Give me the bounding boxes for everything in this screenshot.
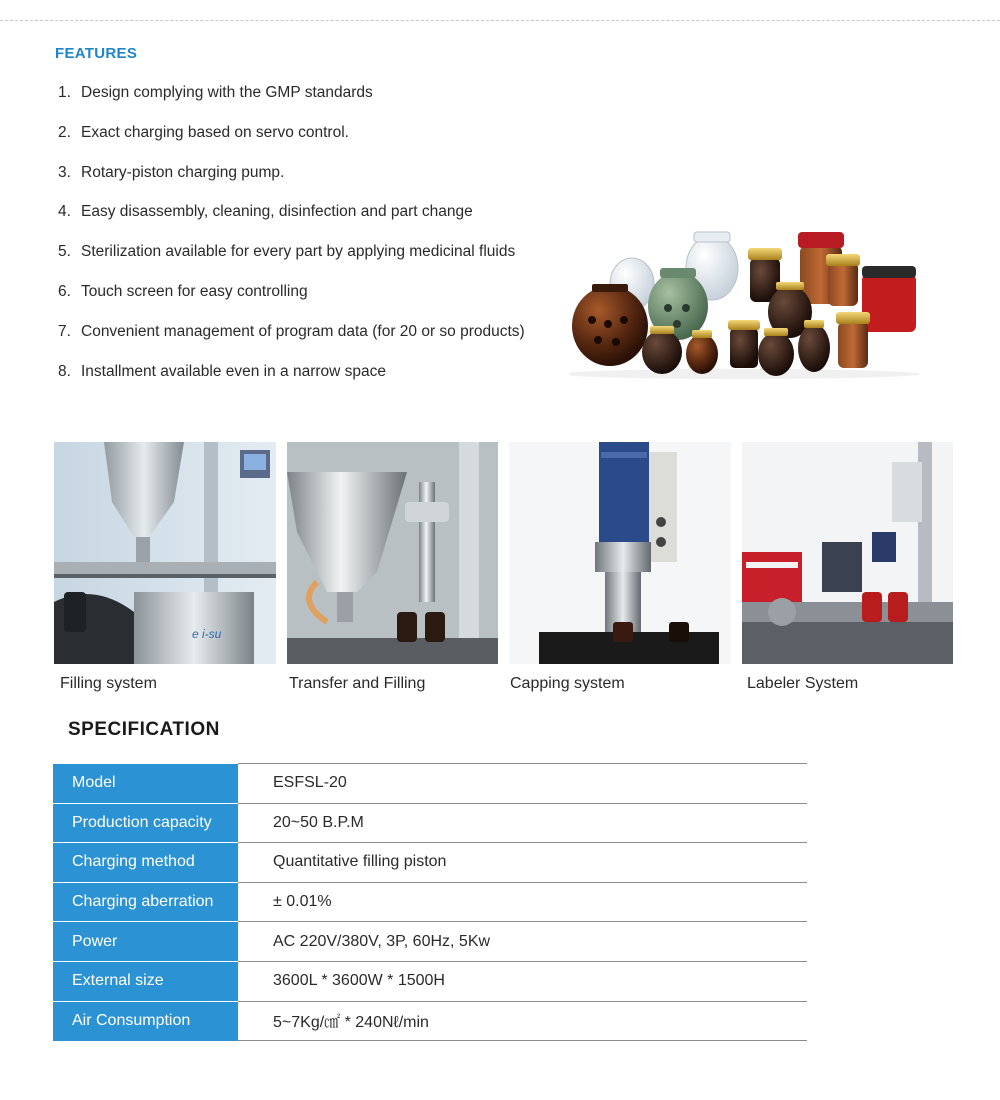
spec-label: Air Consumption <box>53 1001 238 1041</box>
transfer-and-filling-photo <box>287 442 498 664</box>
machine-gallery <box>0 442 1000 702</box>
features-title: FEATURES <box>55 45 138 62</box>
spec-value: 3600L * 3600W * 1500H <box>238 961 807 1001</box>
spec-label: External size <box>53 961 238 1001</box>
feature-item: 4. Easy disassembly, cleaning, disinfection and part change <box>58 203 473 221</box>
gallery-caption: Labeler System <box>747 675 859 692</box>
gallery-caption: Filling system <box>60 675 157 692</box>
spec-value: AC 220V/380V, 3P, 60Hz, 5Kw <box>238 922 807 962</box>
spec-value: Quantitative filling piston <box>238 843 807 883</box>
spec-value: ± 0.01% <box>238 882 807 922</box>
feature-item: 3. Rotary-piston charging pump. <box>58 163 285 181</box>
table-row <box>53 1001 807 1041</box>
table-row <box>53 764 807 804</box>
spec-label: Model <box>53 764 238 804</box>
svg-text:e i-su: e i-su <box>192 627 222 641</box>
spec-value: 5~7Kg/㎠ * 240Nℓ/min <box>238 1001 807 1041</box>
table-row <box>53 882 807 922</box>
capping-system-photo <box>509 442 731 664</box>
spec-value: 20~50 B.P.M <box>238 803 807 843</box>
product-containers-image <box>570 228 930 380</box>
feature-item: 2. Exact charging based on servo control. <box>58 123 349 141</box>
table-row <box>53 803 807 843</box>
spec-label: Production capacity <box>53 803 238 843</box>
table-row <box>53 922 807 962</box>
spec-label: Power <box>53 922 238 962</box>
gallery-caption: Capping system <box>510 675 625 692</box>
feature-item: 5. Sterilization available for every part by applying medicinal fluids <box>58 243 516 261</box>
labeler-system-photo <box>742 442 953 664</box>
feature-item: 6. Touch screen for easy controlling <box>58 282 308 300</box>
spec-label: Charging aberration <box>53 882 238 922</box>
feature-item: 1. Design complying with the GMP standards <box>58 84 373 101</box>
table-row <box>53 843 807 883</box>
feature-item: 8. Installment available even in a narrow space <box>58 362 387 380</box>
specification-table <box>53 763 807 1041</box>
top-divider <box>0 20 1000 21</box>
specification-title: SPECIFICATION <box>68 719 220 740</box>
feature-list <box>58 82 578 400</box>
filling-system-photo <box>54 442 276 664</box>
table-row <box>53 961 807 1001</box>
gallery-caption: Transfer and Filling <box>289 675 426 692</box>
spec-label: Charging method <box>53 843 238 883</box>
spec-value: ESFSL-20 <box>238 764 807 804</box>
feature-item: 7. Convenient management of program data (for 20 or so products) <box>58 322 525 340</box>
